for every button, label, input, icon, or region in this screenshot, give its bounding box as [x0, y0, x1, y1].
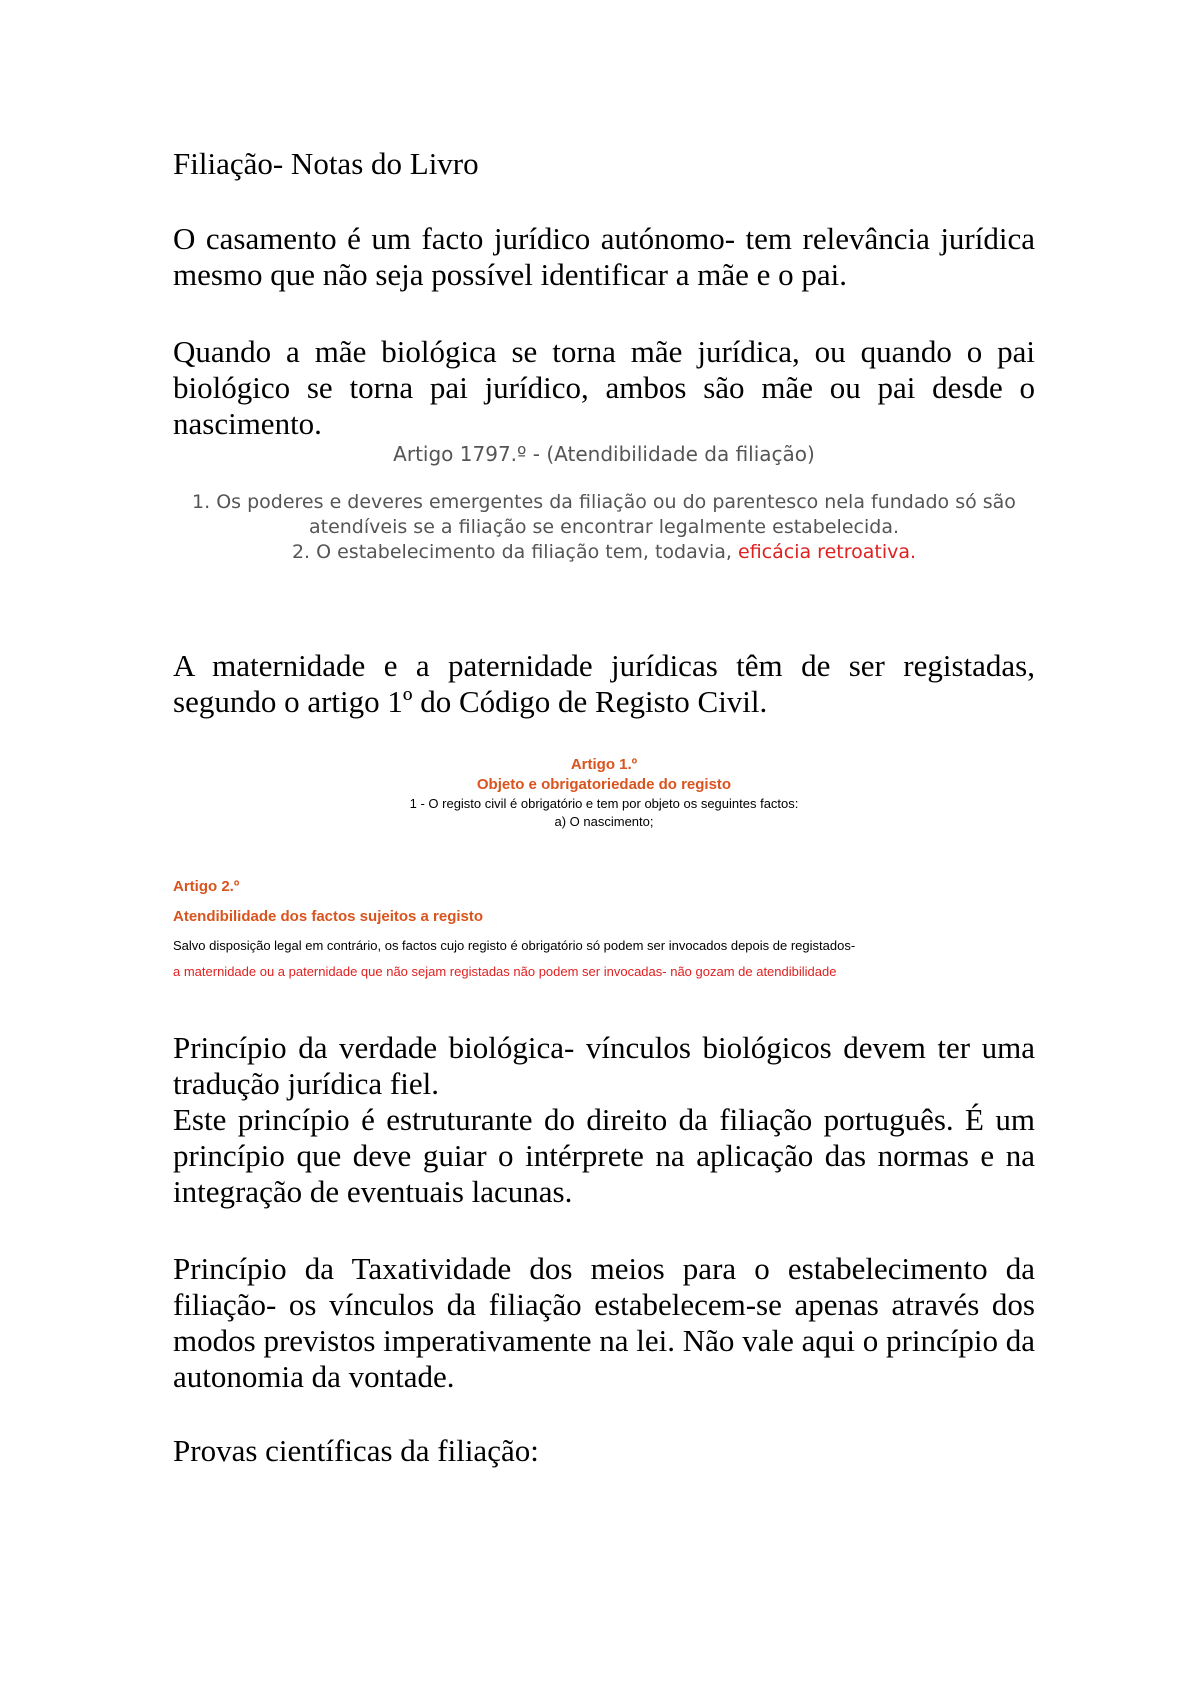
article-1-line-2: a) O nascimento; — [554, 814, 654, 829]
article-1-subheading: Objeto e obrigatoriedade do registo — [476, 776, 732, 793]
paragraph-registo: A maternidade e a paternidade jurídicas têm de ser registadas, segundo o artigo 1º do Código de Registo Civil. — [173, 648, 1035, 719]
paragraph-taxatividade: Princípio da Taxatividade dos meios para o estabelecimento da filiação- os vínculos da filiação estabelecem-se apenas através dos modos previstos imperativamente na lei. Não vale aqui o princípio da autonomia da vontade. — [173, 1251, 1035, 1394]
article-1797-heading: Artigo 1797.º - (Atendibilidade da filiação) — [393, 442, 815, 466]
article-1-heading: Artigo 1.º — [570, 756, 638, 773]
article-1797-item-2-text: 2. O estabelecimento da filiação tem, todavia, — [291, 541, 739, 563]
article-2-line-2: a maternidade ou a paternidade que não sejam registadas não podem ser invocadas- não gozam de atendibilidade — [173, 964, 837, 979]
article-1797-item-2 — [173, 540, 1035, 565]
paragraph-verdade-biologica: Princípio da verdade biológica- vínculos biológicos devem ter uma tradução jurídica fiel. — [173, 1030, 1035, 1101]
article-1-block — [173, 755, 1035, 831]
article-1797-item-1: 1. Os poderes e deveres emergentes da filiação ou do parentesco nela fundado só são atendíveis se a filiação se encontrar legalmente estabelecida. — [192, 491, 1016, 538]
article-2-heading: Artigo 2.º — [173, 878, 240, 895]
document-title: Filiação- Notas do Livro — [173, 146, 479, 181]
article-1797-block — [173, 440, 1035, 565]
paragraph-provas-cientificas: Provas científicas da filiação: — [173, 1433, 539, 1468]
paragraph-casamento: O casamento é um facto jurídico autónomo- tem relevância jurídica mesmo que não seja possível identificar a mãe e o pai. — [173, 221, 1035, 292]
article-1797-highlight: eficácia retroativa. — [738, 541, 917, 563]
paragraph-mae-biologica: Quando a mãe biológica se torna mãe jurídica, ou quando o pai biológico se torna pai jurídico, ambos são mãe ou pai desde o nascimento. — [173, 334, 1035, 441]
article-2-block — [173, 876, 1035, 982]
paragraph-estruturante: Este princípio é estruturante do direito da filiação português. É um princípio que deve guiar o intérprete na aplicação das normas e na integração de eventuais lacunas. — [173, 1102, 1035, 1209]
article-1-line-1: 1 - O registo civil é obrigatório e tem por objeto os seguintes factos: — [409, 796, 799, 811]
article-2-line-1: Salvo disposição legal em contrário, os factos cujo registo é obrigatório só podem ser invocados depois de registados- — [173, 938, 856, 953]
article-2-subheading: Atendibilidade dos factos sujeitos a registo — [173, 908, 484, 925]
